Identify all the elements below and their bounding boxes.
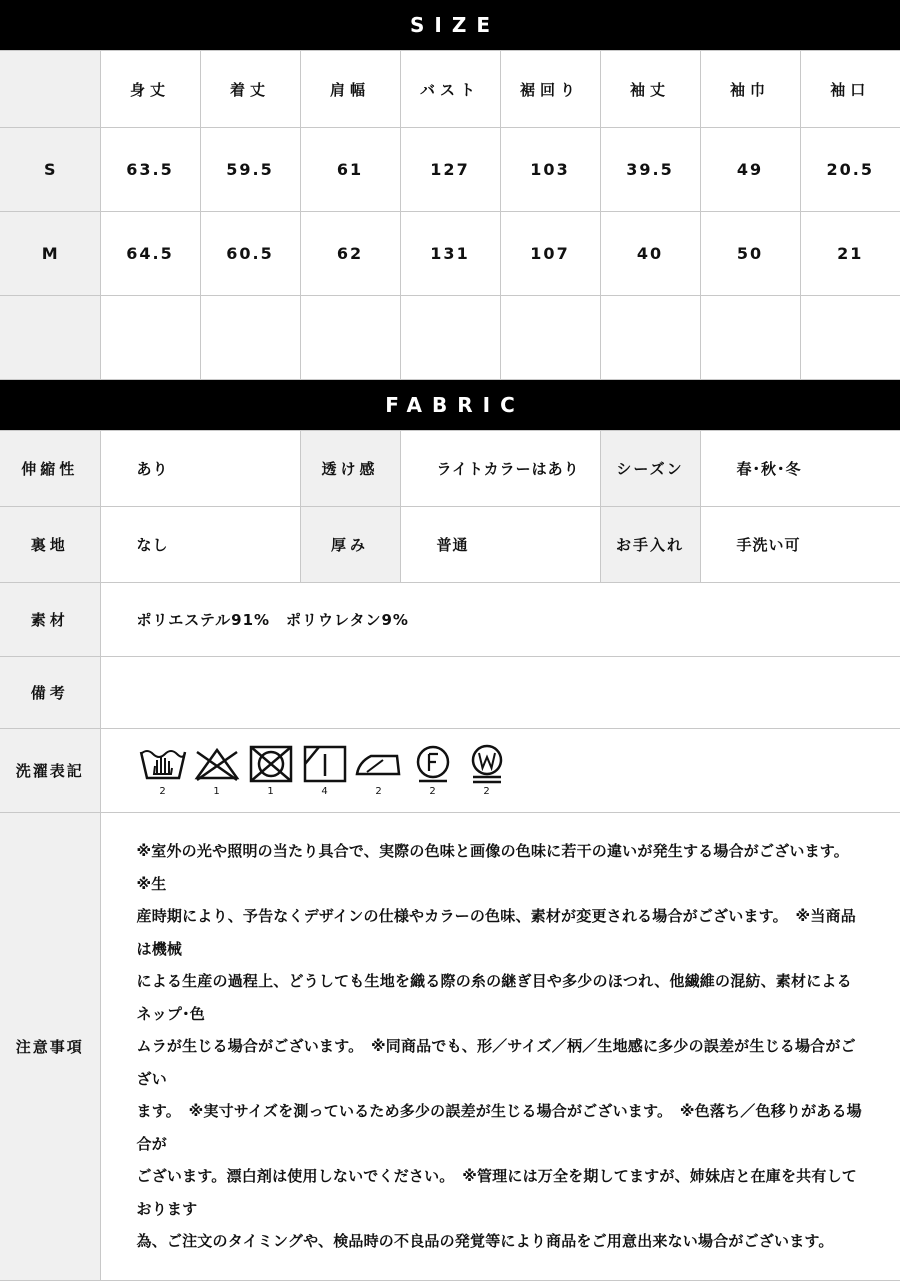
material-label: 素材	[0, 583, 100, 657]
notes-line: ます。 ※実寸サイズを測っているため多少の誤差が生じる場合がございます。 ※色落ち／色移りがある場合が	[136, 1102, 862, 1153]
care-value: 手洗い可	[700, 507, 900, 583]
size-cell: 20.5	[800, 128, 900, 212]
header-sleeve-length: 袖丈	[600, 51, 700, 128]
remarks-row	[0, 657, 900, 729]
header-body-length: 身丈	[100, 51, 200, 128]
size-cell: 59.5	[200, 128, 300, 212]
size-cell: 103	[500, 128, 600, 212]
no-tumble-dry-icon	[245, 744, 297, 784]
lining-label: 裏地	[0, 507, 100, 583]
size-banner: SIZE	[0, 0, 900, 50]
size-cell-empty	[300, 296, 400, 380]
care-label: お手入れ	[600, 507, 700, 583]
notes-line: ※室外の光や照明の当たり具合で、実際の色味と画像の色味に若干の違いが発生する場合がございます。 ※生	[136, 842, 857, 893]
iron-low-icon	[353, 744, 405, 784]
wet-clean-w-item	[461, 744, 513, 797]
size-cell: 50	[700, 212, 800, 296]
no-bleach-item	[191, 744, 243, 797]
fabric-banner: FABRIC	[0, 380, 900, 430]
header-hem: 裾回り	[500, 51, 600, 128]
size-label-s: S	[0, 128, 100, 212]
laundry-number: 2	[483, 786, 490, 797]
size-cell: 64.5	[100, 212, 200, 296]
thickness-label: 厚み	[300, 507, 400, 583]
hand-wash-item	[137, 744, 189, 797]
size-cell: 63.5	[100, 128, 200, 212]
notes-line: 為、ご注文のタイミングや、検品時の不良品の発覚等により商品をご用意出来ない場合がございます。	[136, 1232, 834, 1250]
size-table	[0, 50, 900, 380]
header-sleeve-width: 袖巾	[700, 51, 800, 128]
drip-dry-shade-item	[299, 744, 351, 797]
material-row	[0, 583, 900, 657]
laundry-symbols	[100, 729, 900, 813]
size-cell-empty	[400, 296, 500, 380]
dry-clean-f-item	[407, 744, 459, 797]
notes-line: 産時期により、予告なくデザインの仕様やカラーの色味、素材が変更される場合がございます。 ※当商品は機械	[136, 907, 856, 958]
size-cell-empty	[700, 296, 800, 380]
size-cell-empty	[800, 296, 900, 380]
size-corner-cell	[0, 51, 100, 128]
thickness-value: 普通	[400, 507, 600, 583]
hand-wash-icon	[137, 744, 189, 784]
laundry-label: 洗濯表記	[0, 729, 100, 813]
size-cell: 62	[300, 212, 400, 296]
size-cell-empty	[100, 296, 200, 380]
header-total-length: 着丈	[200, 51, 300, 128]
size-row-empty	[0, 296, 900, 380]
size-cell-empty	[500, 296, 600, 380]
size-cell: 127	[400, 128, 500, 212]
size-row-m	[0, 212, 900, 296]
size-header-row	[0, 51, 900, 128]
size-cell-empty	[200, 296, 300, 380]
fabric-row-2	[0, 507, 900, 583]
dry-clean-f-icon	[407, 744, 459, 784]
remarks-value	[100, 657, 900, 729]
wet-clean-w-icon	[461, 744, 513, 784]
laundry-number: 2	[429, 786, 436, 797]
size-cell: 107	[500, 212, 600, 296]
notes-label: 注意事項	[0, 813, 100, 1281]
size-cell: 61	[300, 128, 400, 212]
laundry-number: 2	[375, 786, 382, 797]
stretch-label: 伸縮性	[0, 431, 100, 507]
lining-value: なし	[100, 507, 300, 583]
remarks-label: 備考	[0, 657, 100, 729]
season-value: 春･秋･冬	[700, 431, 900, 507]
no-tumble-dry-item	[245, 744, 297, 797]
size-cell: 49	[700, 128, 800, 212]
size-cell-empty	[600, 296, 700, 380]
sheer-value: ライトカラーはあり	[400, 431, 600, 507]
header-shoulder: 肩幅	[300, 51, 400, 128]
laundry-number: 4	[321, 786, 328, 797]
size-cell: 40	[600, 212, 700, 296]
laundry-number: 1	[213, 786, 220, 797]
header-bust: バスト	[400, 51, 500, 128]
size-cell: 60.5	[200, 212, 300, 296]
no-bleach-icon	[191, 744, 243, 784]
laundry-number: 2	[159, 786, 166, 797]
notes-line: による生産の過程上、どうしても生地を織る際の糸の継ぎ目や多少のほつれ、他繊維の混紡、素材によるネップ･色	[136, 972, 852, 1023]
stretch-value: あり	[100, 431, 300, 507]
fabric-table	[0, 430, 900, 1281]
notes-text	[100, 813, 900, 1281]
laundry-row	[0, 729, 900, 813]
size-row-s	[0, 128, 900, 212]
size-label-empty	[0, 296, 100, 380]
iron-low-item	[353, 744, 405, 797]
size-cell: 39.5	[600, 128, 700, 212]
notes-row	[0, 813, 900, 1281]
material-value: ポリエステル91% ポリウレタン9%	[100, 583, 900, 657]
laundry-number: 1	[267, 786, 274, 797]
size-cell: 131	[400, 212, 500, 296]
drip-dry-shade-icon	[299, 744, 351, 784]
size-cell: 21	[800, 212, 900, 296]
notes-line: ございます。漂白剤は使用しないでください。 ※管理には万全を期してますが、姉妹店と在庫を共有しております	[136, 1167, 857, 1218]
header-cuff: 袖口	[800, 51, 900, 128]
fabric-row-1	[0, 431, 900, 507]
notes-line: ムラが生じる場合がございます。 ※同商品でも、形／サイズ／柄／生地感に多少の誤差が生じる場合がござい	[136, 1037, 856, 1088]
season-label: シーズン	[600, 431, 700, 507]
size-label-m: M	[0, 212, 100, 296]
sheer-label: 透け感	[300, 431, 400, 507]
